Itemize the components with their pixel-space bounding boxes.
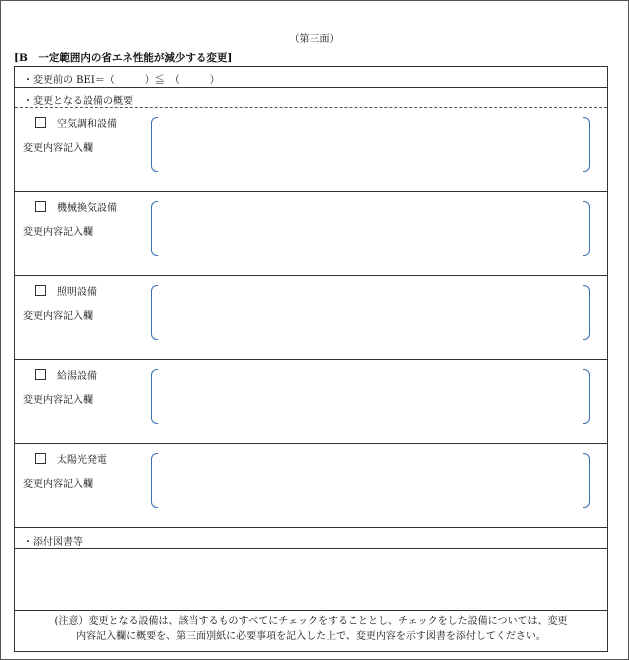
entry-bracket-right <box>583 453 590 508</box>
equipment-heading-row <box>15 88 607 108</box>
entry-label: 変更内容記入欄 <box>23 227 93 238</box>
attachments-heading-row <box>15 529 607 549</box>
checkbox-ventilation[interactable] <box>35 201 46 212</box>
page-label: （第三面） <box>289 34 340 45</box>
equipment-block-ventilation <box>15 192 607 276</box>
equipment-block-air-conditioning <box>15 108 607 192</box>
note-line-1: (注意）変更となる設備は、該当するものすべてにチェックをすることとし、チェックをした設備については、変更 <box>54 616 568 627</box>
attachments-entry-area[interactable] <box>15 549 607 611</box>
equipment-name: 空気調和設備 <box>57 119 117 130</box>
entry-bracket-right <box>583 369 590 424</box>
entry-bracket-right <box>583 117 590 172</box>
form-box <box>14 66 608 652</box>
bei-line[interactable]: ・変更前の BEI＝（ ）≦ （ ） <box>23 75 220 86</box>
note-line-2: 内容記入欄に概要を、第三面別紙に必要事項を記入した上で、変更内容を示す図書を添付してください。 <box>76 631 546 642</box>
entry-label: 変更内容記入欄 <box>23 395 93 406</box>
equipment-block-solar <box>15 444 607 528</box>
entry-label: 変更内容記入欄 <box>23 143 93 154</box>
note <box>15 614 607 644</box>
attachments-heading: ・添付図書等 <box>23 537 83 548</box>
checkbox-hot-water[interactable] <box>35 369 46 380</box>
equipment-block-lighting <box>15 276 607 360</box>
equipment-name: 太陽光発電 <box>57 455 107 466</box>
entry-bracket-left <box>151 453 158 508</box>
checkbox-air-conditioning[interactable] <box>35 117 46 128</box>
entry-bracket-left <box>151 285 158 340</box>
equipment-block-hot-water <box>15 360 607 444</box>
checkbox-solar[interactable] <box>35 453 46 464</box>
entry-label: 変更内容記入欄 <box>23 311 93 322</box>
entry-label: 変更内容記入欄 <box>23 479 93 490</box>
equipment-name: 照明設備 <box>57 287 97 298</box>
equipment-heading: ・変更となる設備の概要 <box>23 96 133 107</box>
entry-bracket-right <box>583 201 590 256</box>
equipment-name: 給湯設備 <box>57 371 97 382</box>
equipment-name: 機械換気設備 <box>57 203 117 214</box>
bei-row <box>15 67 607 88</box>
entry-bracket-left <box>151 201 158 256</box>
entry-bracket-left <box>151 117 158 172</box>
checkbox-lighting[interactable] <box>35 285 46 296</box>
entry-bracket-right <box>583 285 590 340</box>
section-title: [B 一定範囲内の省エネ性能が減少する変更] <box>14 52 233 64</box>
entry-bracket-left <box>151 369 158 424</box>
